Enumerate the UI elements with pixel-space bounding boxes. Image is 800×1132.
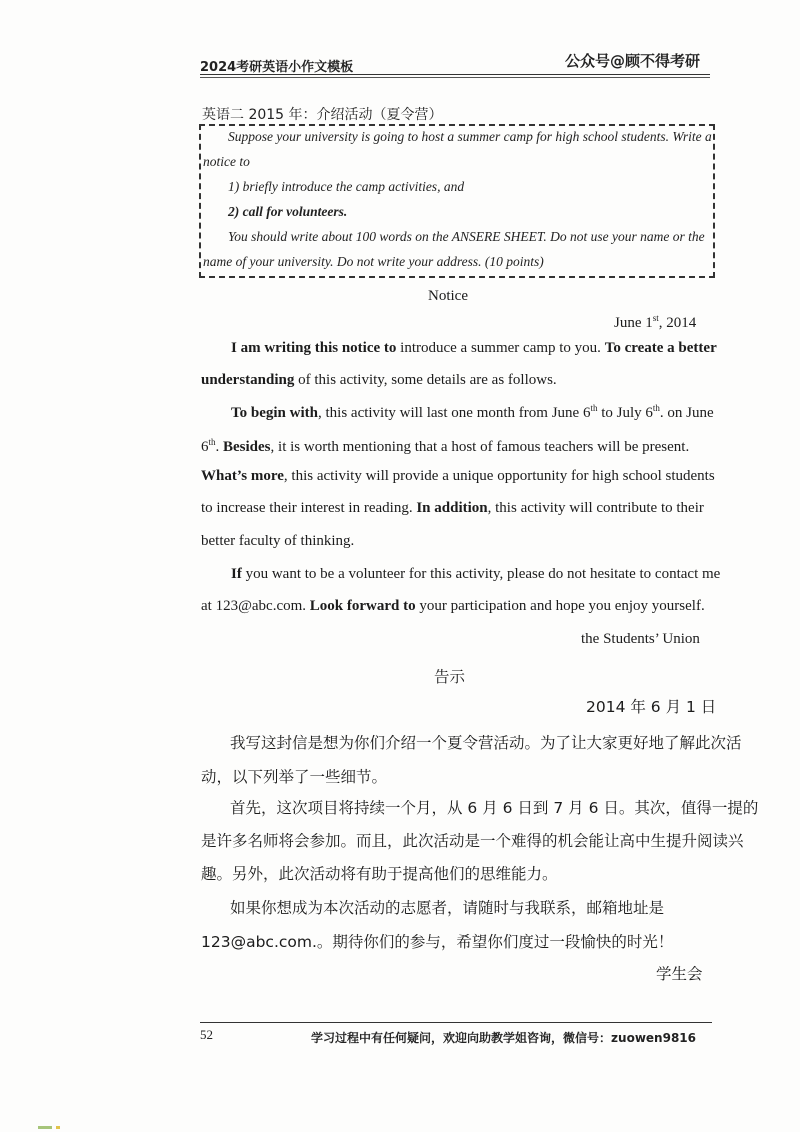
prompt-line: name of your university. Do not write your address. (10 points) xyxy=(203,254,544,269)
translation-line: 趣。另外，此次活动将有助于提高他们的思维能力。 xyxy=(201,865,558,883)
header-rule xyxy=(200,74,710,75)
essay-paragraph-line: 6th. Besides, it is worth mentioning that a host of famous teachers will be present. xyxy=(201,437,690,455)
header-rule-thin xyxy=(200,77,710,78)
essay-paragraph-line: What’s more, this activity will provide a unique opportunity for high school students xyxy=(201,468,715,484)
essay-signature: the Students’ Union xyxy=(581,631,700,647)
header-account: 公众号@顾不得考研 xyxy=(564,52,700,70)
essay-paragraph-line: better faculty of thinking. xyxy=(201,533,355,549)
translation-signature: 学生会 xyxy=(656,965,703,983)
translation-line: 如果你想成为本次活动的志愿者，请随时与我联系，邮箱地址是 xyxy=(230,899,665,917)
footer-note: 学习过程中有任何疑问，欢迎向助教学姐咨询，微信号：zuowen9816 xyxy=(311,1031,696,1045)
essay-paragraph-line: understanding of this activity, some details are as follows. xyxy=(201,372,557,388)
footer-rule xyxy=(200,1022,712,1023)
prompt-line: Suppose your university is going to host a summer camp for high school students. Write a xyxy=(228,129,712,144)
prompt-line: notice to xyxy=(203,154,250,169)
translation-date: 2014 年 6 月 1 日 xyxy=(586,698,717,716)
translation-line: 首先，这次项目将持续一个月，从 6 月 6 日到 7 月 6 日。其次，值得一提的 xyxy=(230,799,759,817)
scan-mark xyxy=(56,1126,60,1129)
translation-line: 我写这封信是想为你们介绍一个夏令营活动。为了让大家更好地了解此次活 xyxy=(230,734,742,752)
essay-paragraph-line: to increase their interest in reading. In addition, this activity will contribute to their xyxy=(201,500,704,516)
prompt-line: 1) briefly introduce the camp activities, and xyxy=(228,179,465,194)
header-title: 2024考研英语小作文模板 xyxy=(200,60,354,75)
scan-mark xyxy=(38,1126,52,1129)
translation-line: 是许多名师将会参加。而且，此次活动是一个难得的机会能让高中生提升阅读兴 xyxy=(201,832,744,850)
prompt-line: You should write about 100 words on the ANSERE SHEET. Do not use your name or the xyxy=(228,229,705,244)
prompt-line: 2) call for volunteers. xyxy=(228,204,348,219)
essay-paragraph-line: If you want to be a volunteer for this activity, please do not hesitate to contact me xyxy=(231,566,721,582)
question-title: 英语二 2015 年：介绍活动（夏令营） xyxy=(202,107,443,123)
essay-date: June 1st, 2014 xyxy=(614,313,697,331)
translation-line: 123@abc.com.。期待你们的参与，希望你们度过一段愉快的时光！ xyxy=(201,933,674,951)
page-number: 52 xyxy=(200,1027,213,1042)
translation-heading: 告示 xyxy=(434,668,466,686)
essay-paragraph-line: at 123@abc.com. Look forward to your participation and hope you enjoy yourself. xyxy=(201,598,705,614)
essay-paragraph-line: I am writing this notice to introduce a summer camp to you. To create a better xyxy=(231,340,717,356)
essay-paragraph-line: To begin with, this activity will last one month from June 6th to July 6th. on June xyxy=(231,403,714,421)
essay-heading: Notice xyxy=(428,288,468,304)
translation-line: 动，以下列举了一些细节。 xyxy=(201,768,388,786)
